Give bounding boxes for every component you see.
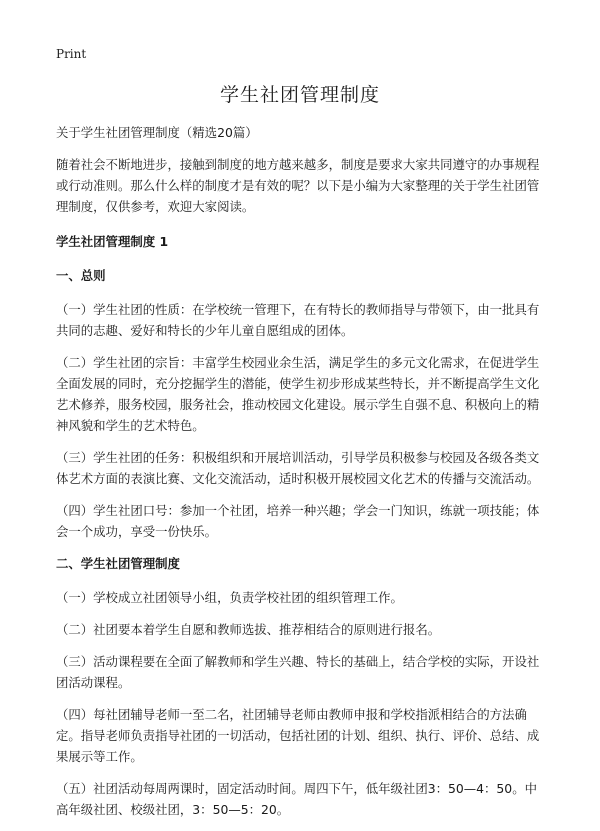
print-link[interactable]: Print bbox=[56, 47, 87, 61]
section-heading-management: 二、学生社团管理制度 bbox=[56, 556, 180, 571]
paragraph: （四）每社团辅导老师一至二名，社团辅导老师由教师申报和学校指派相结合的方法确定。指导老师负责指导社团的一切活动，包括社团的计划、组织、执行、评价、总结、成果展示等工作。 bbox=[56, 707, 540, 764]
page-title: 学生社团管理制度 bbox=[219, 84, 380, 106]
document-body bbox=[56, 122, 544, 831]
paragraph: （一）学生社团的性质：在学校统一管理下，在有特长的教师指导与带领下，由一批具有共同的志趣、爱好和特长的少年儿童自愿组成的团体。 bbox=[56, 302, 540, 338]
paragraph: （二）学生社团的宗旨：丰富学生校园业余生活，满足学生的多元文化需求，在促进学生全面发展的同时，充分挖掘学生的潜能，使学生初步形成某些特长，并不断提高学生文化艺术修养，服务校园，服务社会，推动校园文化建设。展示学生自强不息、积极向上的精神风貌和学生的艺术特色。 bbox=[56, 355, 540, 433]
paragraph: （一）学校成立社团领导小组，负责学校社团的组织管理工作。 bbox=[56, 590, 403, 605]
document-subtitle: 关于学生社团管理制度（精选20篇） bbox=[56, 125, 258, 140]
paragraph: （二）社团要本着学生自愿和教师选拔、推荐相结合的原则进行报名。 bbox=[56, 622, 441, 637]
paragraph: （五）社团活动每周两课时，固定活动时间。周四下午，低年级社团3：50—4：50。中高年级社团、校级社团，3：50—5：20。 bbox=[56, 781, 537, 817]
paragraph: （三）学生社团的任务：积极组织和开展培训活动，引导学员积极参与校园及各级各类文体艺术方面的表演比赛、文化交流活动，适时积极开展校园文化艺术的传播与交流活动。 bbox=[56, 450, 540, 486]
article-heading: 学生社团管理制度 1 bbox=[56, 234, 169, 249]
intro-paragraph: 随着社会不断地进步，接触到制度的地方越来越多，制度是要求大家共同遵守的办事规程或行动准则。那么什么样的制度才是有效的呢？以下是小编为大家整理的关于学生社团管理制度，仅供参考，欢迎大家阅读。 bbox=[56, 157, 540, 214]
paragraph: （三）活动课程要在全面了解教师和学生兴趣、特长的基础上，结合学校的实际，开设社团活动课程。 bbox=[56, 654, 540, 690]
section-heading-general: 一、总则 bbox=[56, 268, 106, 283]
paragraph: （四）学生社团口号：参加一个社团，培养一种兴趣；学会一门知识，练就一项技能；体会一个成功，享受一份快乐。 bbox=[56, 503, 540, 539]
